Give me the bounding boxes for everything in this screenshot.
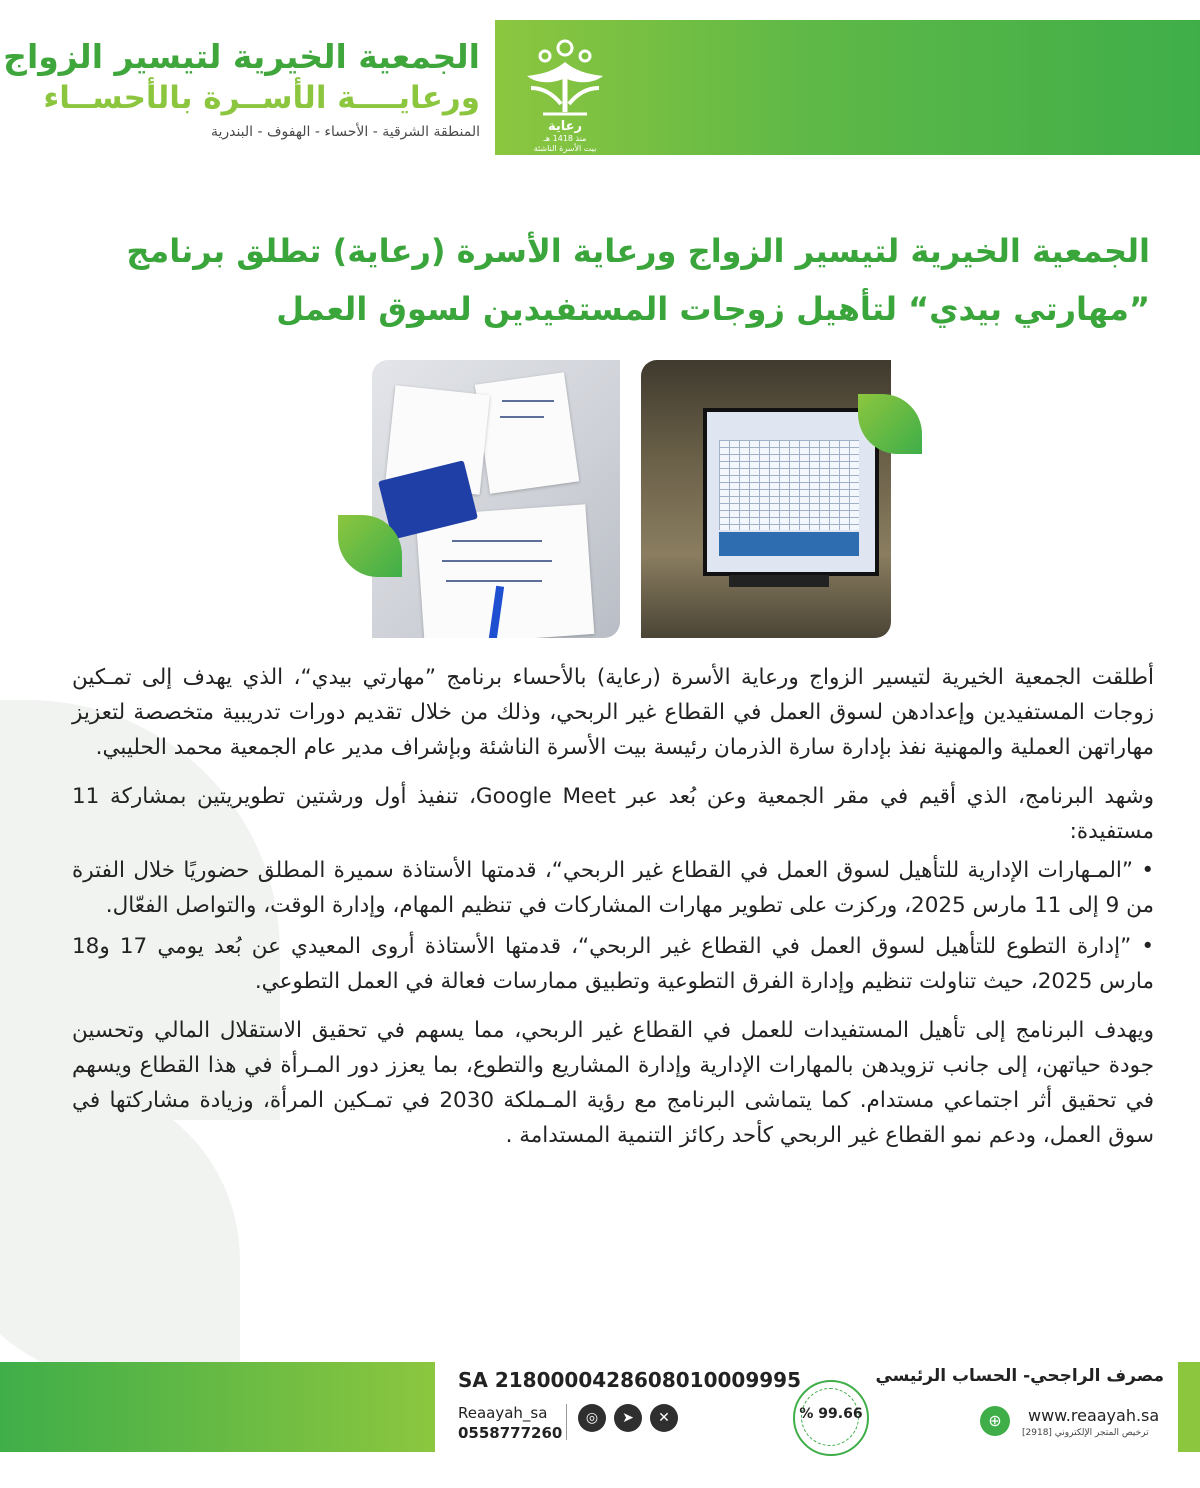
bullet-workshop-1: • ”المـهارات الإدارية للتأهيل لسوق العمل في القطاع غير الربحي“، قدمتها الأستاذة سميرة المطلق حضوريًا خلال الفترة من 9 إلى 11 مارس 2025، وركزت على تطوير مهارات المشاركات في تنظيم المهام، وإدارة الوقت، والتواصل الفعّال. xyxy=(72,858,1154,918)
instagram-icon[interactable]: ◎ xyxy=(578,1404,606,1432)
logo-since: منذ 1418 هـ xyxy=(543,134,587,143)
footer xyxy=(0,1362,1200,1488)
footer-green-band xyxy=(0,1362,435,1452)
telegram-icon[interactable]: ➤ xyxy=(614,1404,642,1432)
article-body xyxy=(72,660,1154,1167)
logo-caption xyxy=(521,120,609,154)
iban-number: SA 2180000428608010009995 xyxy=(458,1368,801,1392)
org-name-line1: الجمعية الخيرية لتيسير الزواج xyxy=(3,37,480,76)
workshop-papers-photo xyxy=(372,360,620,638)
handwriting-line xyxy=(502,400,554,402)
footer-divider xyxy=(566,1404,567,1440)
logo-wordmark: رعاية xyxy=(547,119,582,134)
globe-icon: ⊕ xyxy=(980,1406,1010,1436)
organization-name-block xyxy=(3,36,480,140)
bullet-workshop-2: • ”إدارة التطوع للتأهيل لسوق العمل في القطاع غير الربحي“، قدمتها الأستاذة أروى المعيدي عن بُعد يومي 17 و18 مارس 2025، حيث تناولت تنظيم وإدارة الفرق التطوعية وتطبيق ممارسات فعالة في العمل التطوعي. xyxy=(72,934,1155,994)
handwriting-line xyxy=(442,560,552,562)
headline-line1: الجمعية الخيرية لتيسير الزواج ورعاية الأسرة (رعاية) تطلق برنامج xyxy=(126,232,1150,270)
footer-green-band-right xyxy=(1178,1362,1200,1452)
store-license: ترخيص المتجر الإلكتروني [2918] xyxy=(1022,1428,1149,1438)
spreadsheet-grid xyxy=(719,440,859,530)
x-icon[interactable]: ✕ xyxy=(650,1404,678,1432)
presentation-screen xyxy=(703,408,879,576)
seal-value: % 99.66 xyxy=(799,1406,863,1422)
website-link[interactable]: www.reaayah.sa xyxy=(1028,1406,1160,1425)
training-screen-photo xyxy=(641,360,891,638)
org-regions: المنطقة الشرقية - الأحساء - الهفوف - البندرية xyxy=(210,124,480,140)
handwriting-line xyxy=(452,540,542,542)
screen-stand xyxy=(729,575,829,587)
page-title xyxy=(40,222,1150,338)
logo-panel xyxy=(495,20,1200,155)
social-handle: Reaayah_sa xyxy=(458,1404,548,1422)
bank-name: مصرف الراجحي- الحساب الرئيسي xyxy=(875,1366,1164,1386)
paragraph-intro: أطلقت الجمعية الخيرية لتيسير الزواج ورعاية الأسرة (رعاية) بالأحساء برنامج ”مهارتي بيدي“، الذي يهدف إلى تمـكين زوجات المستفيدين وإعدادهن لسوق العمل في القطاع غير الربحي، وذلك من خلال تقديم دورات تدريبية متخصصة لتعزيز مهاراتهن العملية والمهنية نفذ بإدارة سارة الذرمان رئيسة بيت الأسرة الناشئة وبإشراف مدير عام الجمعية محمد الحليبي. xyxy=(72,665,1154,760)
paragraph-goals: ويهدف البرنامج إلى تأهيل المستفيدات للعمل في القطاع غير الربحي، مما يسهم في تحقيق الاستقلال المالي وتحسين جودة حياتهن، إلى جانب تزويدهن بالمهارات الإدارية وإدارة المشاريع والتطوع، بما يعزز دور المـرأة في هذا القطاع ويسهم في تحقيق أثر اجتماعي مستدام. كما يتماشى البرنامج مع رؤية المـملكة 2030 في تمـكين المرأة، وزيادة مشاركتها في سوق العمل، ودعم نمو القطاع غير الربحي كأحد ركائز التنمية المستدامة . xyxy=(72,1018,1154,1148)
screen-banner xyxy=(719,532,859,556)
paragraph-workshops: وشهد البرنامج، الذي أقيم في مقر الجمعية وعن بُعد عبر Google Meet، تنفيذ أول ورشتين تطويريتين بمشاركة 11 مستفيدة: xyxy=(72,784,1155,844)
transparency-seal xyxy=(793,1380,869,1456)
headline-line2: ”مهارتي بيدي“ لتأهيل زوجات المستفيدين لسوق العمل xyxy=(276,290,1150,328)
handwriting-line xyxy=(446,580,542,582)
logo-tagline: بيت الأسرة الناشئة xyxy=(533,144,597,153)
handwriting-line xyxy=(500,416,544,418)
paper-sheet xyxy=(475,372,579,493)
phone-number: 0558777260 xyxy=(458,1424,563,1442)
org-name-line2: ورعايــــة الأســرة بالأحســاء xyxy=(43,80,480,116)
header xyxy=(0,0,1200,155)
